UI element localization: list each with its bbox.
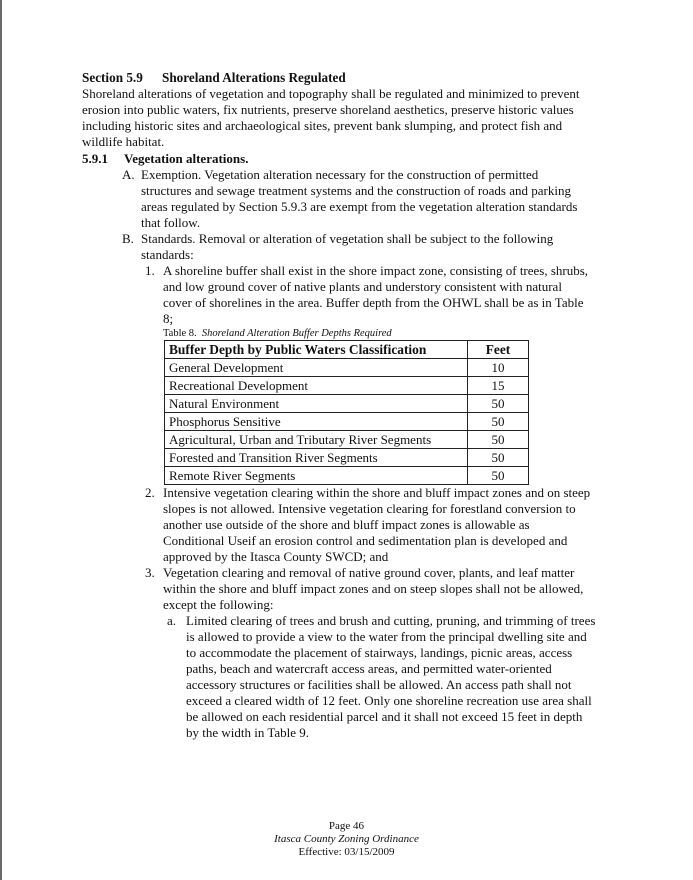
table-cell: General Development: [165, 359, 468, 377]
table-row: [165, 413, 529, 431]
table-cell: 50: [468, 395, 529, 413]
table-row: [165, 377, 529, 395]
table-cell: Agricultural, Urban and Tributary River Segments: [165, 431, 468, 449]
buffer-depth-table: [164, 340, 529, 485]
item-line: and low ground cover of native plants and understory consistent with natural: [163, 279, 562, 294]
intro-line: including historic sites and archaeological sites, prevent bank slumping, and protect fish and: [82, 118, 563, 133]
item-line: is allowed to provide a view to the water from the principal dwelling site and: [186, 629, 587, 644]
item-line: be allowed on each residential parcel and it shall not exceed 15 feet in depth: [186, 709, 583, 724]
table-header-classification: Buffer Depth by Public Waters Classification: [165, 341, 468, 359]
item-line: Intensive vegetation clearing within the shore and bluff impact zones and on steep: [163, 485, 591, 500]
item-1-buffer: [82, 263, 617, 327]
table-cell: Phosphorus Sensitive: [165, 413, 468, 431]
table-caption: [163, 327, 617, 340]
table-cell: Forested and Transition River Segments: [165, 449, 468, 467]
item-marker: 3.: [145, 565, 155, 580]
table-cell: Remote River Segments: [165, 467, 468, 485]
page-edge-line: [0, 0, 2, 880]
item-line: paths, beach and watercraft access areas, and permitted water-oriented: [186, 661, 552, 676]
intro-line: Shoreland alterations of vegetation and topography shall be regulated and minimized to prevent: [82, 86, 580, 101]
table-row: [165, 449, 529, 467]
item-marker: a.: [167, 613, 177, 628]
item-3-removal: [82, 565, 617, 613]
document-page: [82, 70, 617, 741]
table-cell: 50: [468, 467, 529, 485]
item-line: standards:: [141, 247, 194, 262]
item-line: to accommodate the placement of stairways, landings, picnic areas, access: [186, 645, 573, 660]
item-line: structures and sewage treatment systems and the construction of roads and parking: [141, 183, 571, 198]
item-a-limited-clearing: [82, 613, 617, 741]
item-line: except the following:: [163, 597, 274, 612]
item-line: within the shore and bluff impact zones and on steep slopes shall not be allowed,: [163, 581, 584, 596]
item-line: 8;: [163, 311, 174, 326]
item-line: cover of shorelines in the area. Buffer depth from the OHWL shall be as in Table: [163, 295, 584, 310]
table-cell: 50: [468, 431, 529, 449]
footer-effective-date: Effective: 03/15/2009: [298, 846, 395, 858]
item-2-clearing: [82, 485, 617, 565]
table-header-feet: Feet: [468, 341, 529, 359]
item-line: slopes is not allowed. Intensive vegetation clearing for forestland conversion to: [163, 501, 576, 516]
item-marker: A.: [122, 167, 135, 182]
item-line: another use outside of the shore and bluff impact zones is allowable as: [163, 517, 530, 532]
item-line: approved by the Itasca County SWCD; and: [163, 549, 389, 564]
table-row: [165, 395, 529, 413]
item-line: Conditional Useif an erosion control and sedimentation plan is developed and: [163, 533, 568, 548]
footer-title: Itasca County Zoning Ordinance: [274, 833, 419, 845]
section-heading: [82, 70, 617, 86]
item-marker: 1.: [145, 263, 155, 278]
subsection-title: Vegetation alterations.: [124, 151, 249, 166]
table-row: [165, 359, 529, 377]
table-caption-title: Shoreland Alteration Buffer Depths Required: [201, 328, 392, 339]
subsection-number: 5.9.1: [82, 151, 108, 166]
table-cell: 10: [468, 359, 529, 377]
item-line: Standards. Removal or alteration of vegetation shall be subject to the following: [141, 231, 554, 246]
item-line: A shoreline buffer shall exist in the shore impact zone, consisting of trees, shrubs,: [163, 263, 589, 278]
item-line: by the width in Table 9.: [186, 725, 310, 740]
footer-page-number: Page 46: [328, 820, 365, 832]
table-cell: 50: [468, 449, 529, 467]
table-header-row: [165, 341, 529, 359]
item-b-standards: [82, 231, 617, 263]
item-line: areas regulated by Section 5.9.3 are exempt from the vegetation alteration standards: [141, 199, 578, 214]
table-row: [165, 467, 529, 485]
section-number: Section 5.9: [82, 70, 143, 85]
intro-line: erosion into public waters, fix nutrients, preserve shoreland aesthetics, preserve historic values: [82, 102, 574, 117]
intro-line: wildlife habitat.: [82, 134, 165, 149]
table-row: [165, 431, 529, 449]
item-line: Exemption. Vegetation alteration necessary for the construction of permitted: [141, 167, 539, 182]
section-intro: [82, 86, 617, 150]
item-line: exceed a cleared width of 12 feet. Only one shoreline recreation use area shall: [186, 693, 592, 708]
item-marker: B.: [122, 231, 134, 246]
table-caption-prefix: Table 8.: [163, 328, 197, 339]
item-a-exemption: [82, 167, 617, 231]
item-line: Limited clearing of trees and brush and cutting, pruning, and trimming of trees: [186, 613, 596, 628]
table-cell: Natural Environment: [165, 395, 468, 413]
table-cell: 15: [468, 377, 529, 395]
table-cell: 50: [468, 413, 529, 431]
item-line: that follow.: [141, 215, 201, 230]
item-marker: 2.: [145, 485, 155, 500]
item-line: Vegetation clearing and removal of native ground cover, plants, and leaf matter: [163, 565, 575, 580]
item-line: accessory structures or facilities shall be allowed. An access path shall not: [186, 677, 572, 692]
subsection-heading: [82, 151, 617, 167]
page-footer: [0, 820, 693, 859]
section-title: Shoreland Alterations Regulated: [162, 70, 346, 85]
table-cell: Recreational Development: [165, 377, 468, 395]
